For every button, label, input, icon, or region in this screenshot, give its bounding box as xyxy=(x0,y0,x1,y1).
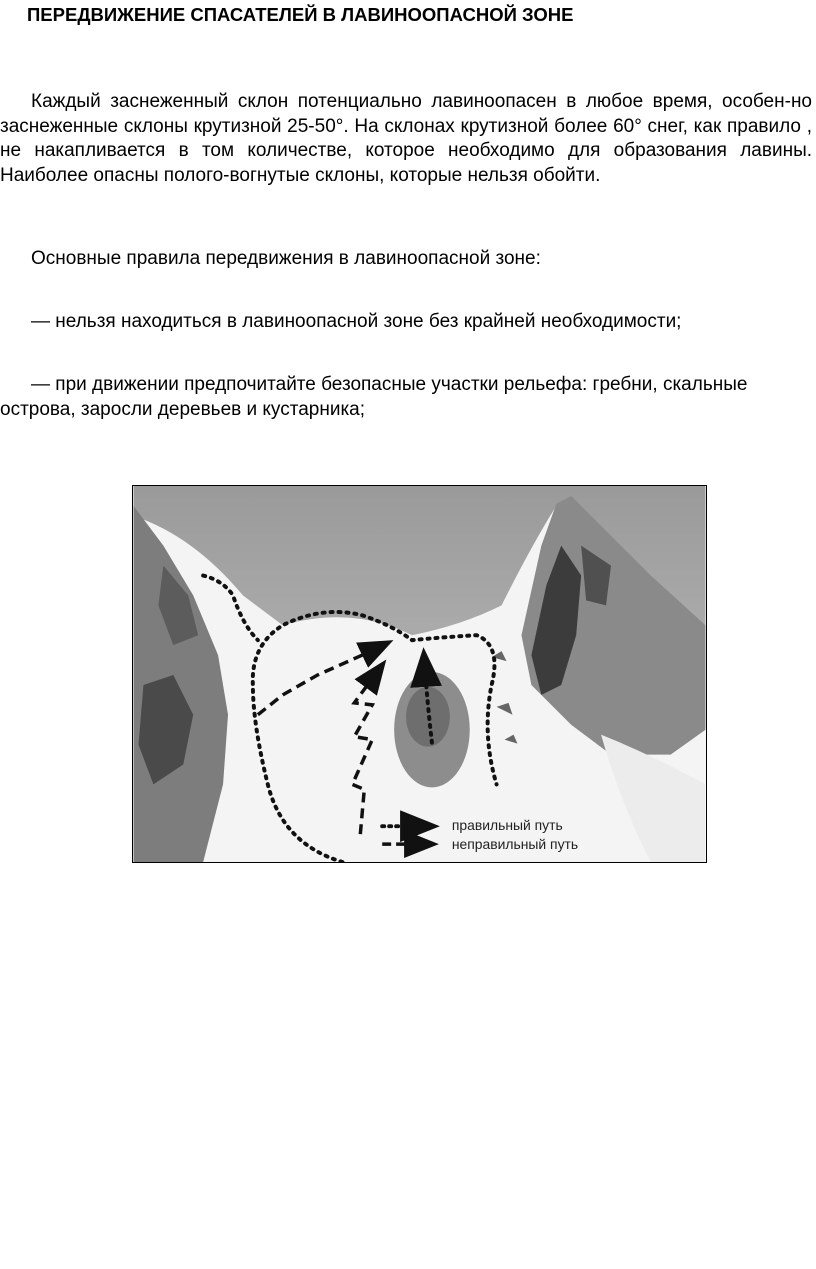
paragraph-rule-2: — при движении предпочитайте безопасные участки рельефа: гребни, скальные острова, заросли деревьев и кустарника; xyxy=(0,374,748,420)
mountain-scene xyxy=(133,486,706,862)
paragraph-intro: Каждый заснеженный склон потенциально лавиноопасен в любое время, особен-но заснеженные склоны крутизной 25-50°. На склонах крутизной более 60° снег, как правило , не накапливается в том количестве, которое необходимо для образования лавины. Наиболее опасны полого-вогнутые склоны, которые нельзя обойти. xyxy=(0,91,812,186)
paragraph-rule-1: — нельзя находиться в лавиноопасной зоне без крайней необходимости; xyxy=(31,311,682,332)
document-title: ПЕРЕДВИЖЕНИЕ СПАСАТЕЛЕЙ В ЛАВИНООПАСНОЙ ЗОНЕ xyxy=(27,4,574,25)
legend-correct-label: правильный путь xyxy=(451,817,563,834)
legend-incorrect-label: неправильный путь xyxy=(451,836,579,853)
avalanche-route-illustration xyxy=(132,485,707,863)
paragraph-rules-heading: Основные правила передвижения в лавиноопасной зоне: xyxy=(31,248,541,269)
